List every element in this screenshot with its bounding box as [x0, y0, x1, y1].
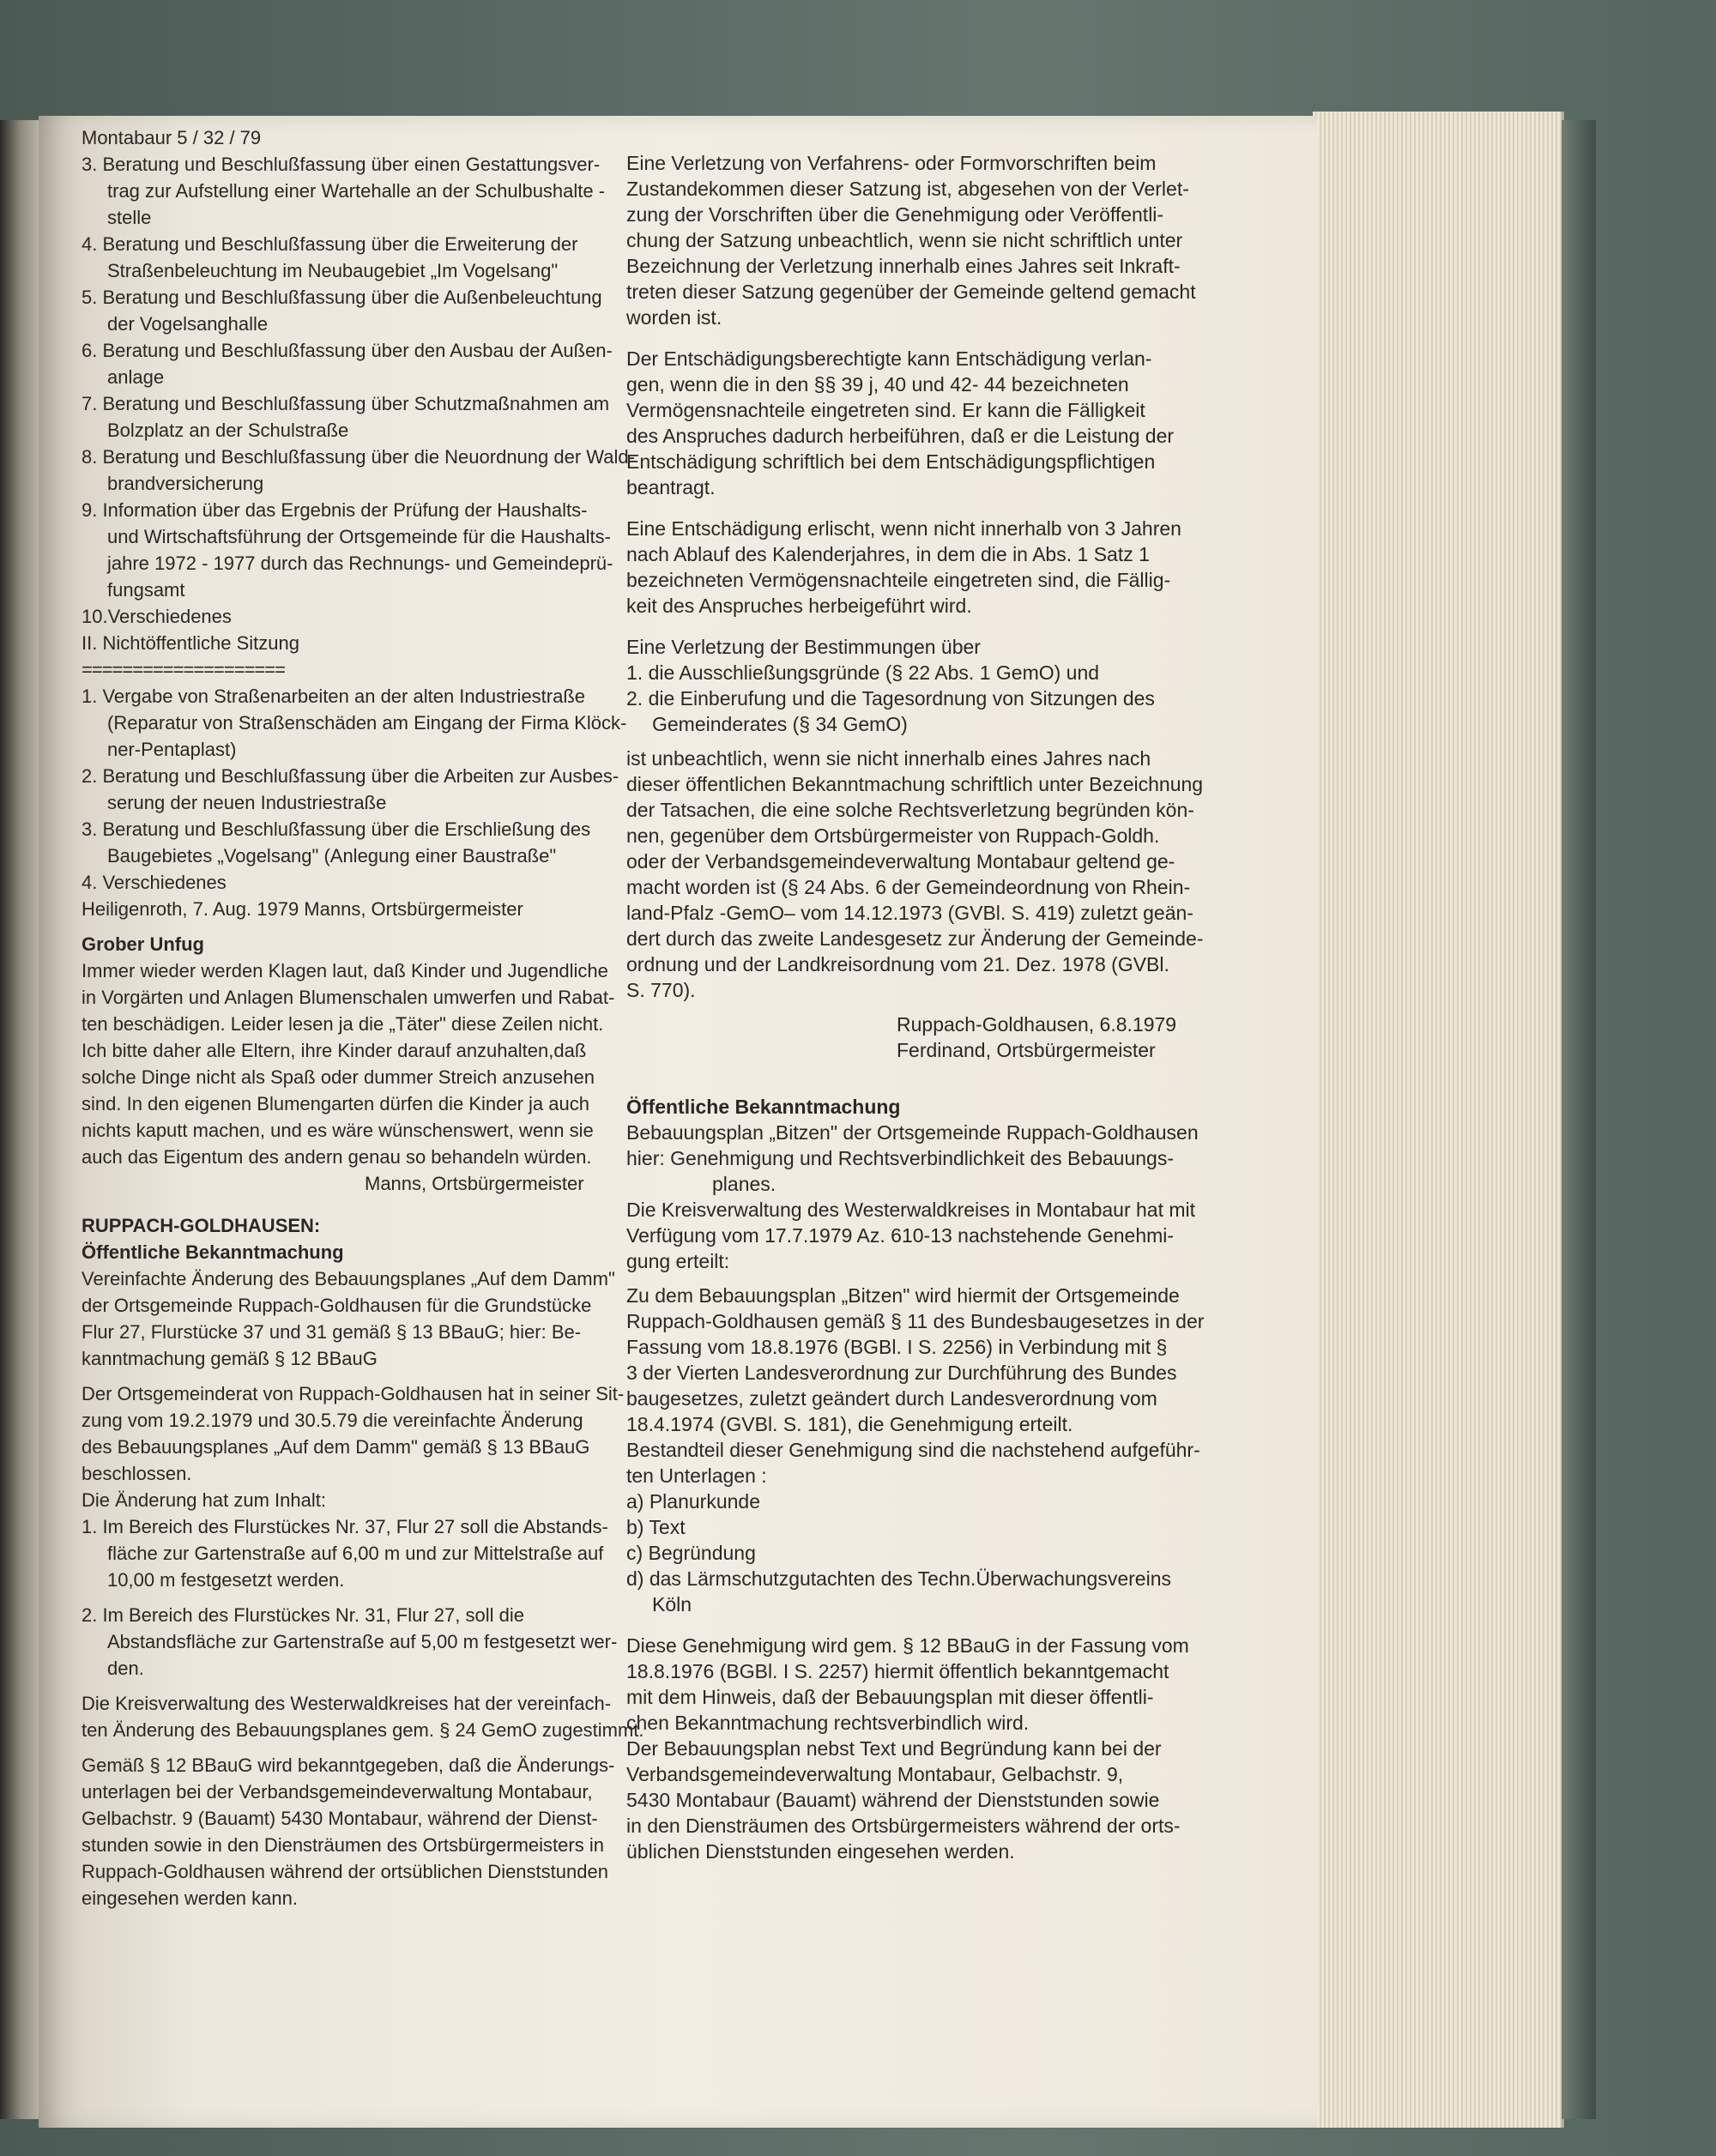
- paragraph-line: bezeichneten Vermögensnachteile eingetreten sind, die Fällig-: [626, 569, 1171, 591]
- place-date-signature: Heiligenroth, 7. Aug. 1979 Manns, Ortsbürgermeister: [82, 898, 523, 920]
- paragraph-line: Eine Verletzung von Verfahrens- oder Formvorschriften beim: [626, 152, 1157, 174]
- paragraph-line: eingesehen werden kann.: [82, 1887, 298, 1909]
- paragraph-line: hier: Genehmigung und Rechtsverbindlichkeit des Bebauungs-: [626, 1147, 1175, 1169]
- agenda-item: 2. Beratung und Beschlußfassung über die Arbeiten zur Ausbes-: [82, 765, 619, 787]
- paragraph-line: Diese Genehmigung wird gem. § 12 BBauG in der Fassung vom: [626, 1634, 1189, 1657]
- paragraph-line: zung der Vorschriften über die Genehmigung oder Veröffentli-: [626, 203, 1164, 226]
- paragraph-line: planes.: [712, 1173, 776, 1195]
- list-item-cont: Abstandsfläche zur Gartenstraße auf 5,00 m festgesetzt wer-: [107, 1631, 618, 1652]
- paragraph-line: auch das Eigentum des andern genau so behandeln würden.: [82, 1146, 592, 1168]
- paragraph-line: Bestandteil dieser Genehmigung sind die nachstehend aufgeführ-: [626, 1439, 1200, 1461]
- document-page: [39, 116, 1317, 2128]
- paragraph-line: Der Entschädigungsberechtigte kann Entschädigung verlan-: [626, 347, 1152, 370]
- paragraph-line: Die Änderung hat zum Inhalt:: [82, 1489, 326, 1511]
- paragraph-line: gung erteilt:: [626, 1250, 730, 1272]
- paragraph-line: Bezeichnung der Verletzung innerhalb eines Jahres seit Inkraft-: [626, 255, 1181, 277]
- paragraph-line: Gemäß § 12 BBauG wird bekanntgegeben, daß die Änderungs-: [82, 1754, 615, 1776]
- paragraph-line: Zu dem Bebauungsplan „Bitzen" wird hiermit der Ortsgemeinde: [626, 1284, 1180, 1307]
- agenda-item: 1. Vergabe von Straßenarbeiten an der alten Industriestraße: [82, 685, 586, 707]
- paragraph-line: nen, gegenüber dem Ortsbürgermeister von Ruppach-Goldh.: [626, 824, 1160, 847]
- agenda-item-cont: und Wirtschaftsführung der Ortsgemeinde für die Haushalts-: [107, 526, 611, 547]
- paragraph-line: dieser öffentlichen Bekanntmachung schriftlich unter Bezeichnung: [626, 773, 1204, 795]
- paragraph-line: ordnung und der Landkreisordnung vom 21. Dez. 1978 (GVBl.: [626, 953, 1169, 975]
- paragraph-line: worden ist.: [626, 306, 722, 329]
- paragraph-line: mit dem Hinweis, daß der Bebauungsplan mit dieser öffentli-: [626, 1686, 1154, 1708]
- signature: Ferdinand, Ortsbürgermeister: [897, 1039, 1156, 1061]
- agenda-item: 9. Information über das Ergebnis der Prüfung der Haushalts-: [82, 499, 588, 521]
- agenda-item-cont: trag zur Aufstellung einer Wartehalle an der Schulbushalte -: [107, 180, 606, 202]
- book-page-stack: [1313, 112, 1564, 2128]
- paragraph-line: Die Kreisverwaltung des Westerwaldkreises hat der vereinfach-: [82, 1693, 612, 1714]
- paragraph-line: Ich bitte daher alle Eltern, ihre Kinder darauf anzuhalten,daß: [82, 1040, 587, 1061]
- agenda-item: 3. Beratung und Beschlußfassung über die Erschließung des: [82, 818, 591, 840]
- paragraph-line: Immer wieder werden Klagen laut, daß Kinder und Jugendliche: [82, 960, 608, 981]
- paragraph-line: unterlagen bei der Verbandsgemeindeverwaltung Montabaur,: [82, 1781, 593, 1803]
- agenda-item: 3. Beratung und Beschlußfassung über einen Gestattungsver-: [82, 154, 601, 175]
- paragraph-line: stunden sowie in den Diensträumen des Ortsbürgermeisters in: [82, 1834, 604, 1856]
- article-heading: Grober Unfug: [82, 933, 204, 955]
- agenda-item-cont: brandversicherung: [107, 473, 264, 494]
- section-separator: ====================: [82, 659, 285, 680]
- section-heading: II. Nichtöffentliche Sitzung: [82, 632, 299, 654]
- agenda-item-cont: der Vogelsanghalle: [107, 313, 269, 335]
- paragraph-line: 3 der Vierten Landesverordnung zur Durchführung des Bundes: [626, 1362, 1177, 1384]
- paragraph-line: nach Ablauf des Kalenderjahres, in dem die in Abs. 1 Satz 1: [626, 543, 1150, 565]
- paragraph-line: S. 770).: [626, 979, 696, 1001]
- paragraph-line: gen, wenn die in den §§ 39 j, 40 und 42- 44 bezeichneten: [626, 373, 1129, 396]
- paragraph-line: ist unbeachtlich, wenn sie nicht innerhalb eines Jahres nach: [626, 747, 1151, 770]
- right-column: [626, 150, 1304, 1864]
- paragraph-line: Der Bebauungsplan nebst Text und Begründung kann bei der: [626, 1737, 1162, 1760]
- paragraph-line: 18.8.1976 (BGBl. I S. 2257) hiermit öffentlich bekanntgemacht: [626, 1660, 1169, 1682]
- paragraph-line: ten beschädigen. Leider lesen ja die „Täter" diese Zeilen nicht.: [82, 1013, 604, 1035]
- paragraph-line: kanntmachung gemäß § 12 BBauG: [82, 1348, 378, 1369]
- paragraph-line: üblichen Dienststunden eingesehen werden.: [626, 1840, 1015, 1863]
- agenda-item-cont: jahre 1972 - 1977 durch das Rechnungs- und Gemeindeprü-: [107, 553, 613, 574]
- paragraph-line: Eine Verletzung der Bestimmungen über: [626, 636, 981, 658]
- agenda-item-cont: Bolzplatz an der Schulstraße: [107, 420, 349, 441]
- list-item-cont: Gemeinderates (§ 34 GemO): [652, 713, 908, 735]
- paragraph-line: 18.4.1974 (GVBl. S. 181), die Genehmigung erteilt.: [626, 1413, 1073, 1435]
- paragraph-line: Ruppach-Goldhausen gemäß § 11 des Bundesbaugesetzes in der: [626, 1310, 1205, 1332]
- list-item: 2. Im Bereich des Flurstückes Nr. 31, Flur 27, soll die: [82, 1604, 524, 1626]
- agenda-item-cont: stelle: [107, 207, 152, 228]
- list-item: 2. die Einberufung und die Tagesordnung von Sitzungen des: [626, 687, 1155, 710]
- paragraph-line: der Tatsachen, die eine solche Rechtsverletzung begründen kön-: [626, 799, 1194, 821]
- agenda-item: 8. Beratung und Beschlußfassung über die Neuordnung der Wald-: [82, 446, 635, 468]
- paragraph-line: 5430 Montabaur (Bauamt) während der Dienststunden sowie: [626, 1789, 1160, 1811]
- signature: Manns, Ortsbürgermeister: [365, 1173, 584, 1194]
- left-column: [82, 124, 648, 1911]
- paragraph-line: keit des Anspruches herbeigeführt wird.: [626, 595, 972, 617]
- list-item-cont: 10,00 m festgesetzt werden.: [107, 1569, 345, 1591]
- paragraph-line: Fassung vom 18.8.1976 (BGBl. I S. 2256) in Verbindung mit §: [626, 1336, 1168, 1358]
- paragraph-line: dert durch das zweite Landesgesetz zur Änderung der Gemeinde-: [626, 927, 1204, 950]
- agenda-item-cont: serung der neuen Industriestraße: [107, 792, 387, 813]
- paragraph-line: solche Dinge nicht als Spaß oder dummer Streich anzusehen: [82, 1066, 595, 1088]
- list-item-cont: den.: [107, 1658, 144, 1679]
- paragraph-line: oder der Verbandsgemeindeverwaltung Montabaur geltend ge-: [626, 850, 1175, 873]
- agenda-item: 10.Verschiedenes: [82, 606, 232, 627]
- agenda-item: 7. Beratung und Beschlußfassung über Schutzmaßnahmen am: [82, 393, 610, 414]
- paragraph-line: macht worden ist (§ 24 Abs. 6 der Gemeindeordnung von Rhein-: [626, 876, 1191, 898]
- paragraph-line: Bebauungsplan „Bitzen" der Ortsgemeinde Ruppach-Goldhausen: [626, 1121, 1199, 1144]
- paragraph-line: Ruppach-Goldhausen während der ortsüblichen Dienststunden: [82, 1861, 608, 1882]
- paragraph-line: in Vorgärten und Anlagen Blumenschalen umwerfen und Rabat-: [82, 987, 615, 1008]
- paragraph-line: Gelbachstr. 9 (Bauamt) 5430 Montabaur, während der Dienst-: [82, 1808, 598, 1829]
- place-heading: RUPPACH-GOLDHAUSEN:: [82, 1215, 321, 1236]
- list-item: c) Begründung: [626, 1542, 756, 1564]
- paragraph-line: in den Diensträumen des Ortsbürgermeisters während der orts-: [626, 1815, 1181, 1837]
- agenda-item-cont: Baugebietes „Vogelsang" (Anlegung einer Baustraße": [107, 845, 557, 867]
- book-cover-edge: [1562, 120, 1596, 2119]
- paragraph-line: des Bebauungsplanes „Auf dem Damm" gemäß § 13 BBauG: [82, 1436, 590, 1458]
- paragraph-line: Verbandsgemeindeverwaltung Montabaur, Gelbachstr. 9,: [626, 1763, 1124, 1785]
- paragraph-line: treten dieser Satzung gegenüber der Gemeinde geltend gemacht: [626, 281, 1196, 303]
- paragraph-line: beschlossen.: [82, 1463, 192, 1484]
- paragraph-line: Eine Entschädigung erlischt, wenn nicht innerhalb von 3 Jahren: [626, 517, 1181, 540]
- agenda-item: 6. Beratung und Beschlußfassung über den Ausbau der Außen-: [82, 340, 613, 361]
- paragraph-line: Entschädigung schriftlich bei dem Entschädigungspflichtigen: [626, 450, 1156, 473]
- paragraph-line: Die Kreisverwaltung des Westerwaldkreises in Montabaur hat mit: [626, 1199, 1196, 1221]
- agenda-item-cont: Straßenbeleuchtung im Neubaugebiet „Im Vogelsang": [107, 260, 559, 281]
- list-item: 1. Im Bereich des Flurstückes Nr. 37, Flur 27 soll die Abstands-: [82, 1516, 608, 1537]
- place-date: Ruppach-Goldhausen, 6.8.1979: [897, 1013, 1177, 1036]
- paragraph-line: nichts kaputt machen, und es wäre wünschenswert, wenn sie: [82, 1120, 594, 1141]
- header-reference: Montabaur 5 / 32 / 79: [82, 127, 262, 148]
- paragraph-line: beantragt.: [626, 476, 716, 498]
- paragraph-line: Vermögensnachteile eingetreten sind. Er kann die Fälligkeit: [626, 399, 1145, 421]
- paragraph-line: der Ortsgemeinde Ruppach-Goldhausen für die Grundstücke: [82, 1295, 592, 1316]
- paragraph-line: baugesetzes, zuletzt geändert durch Landesverordnung vom: [626, 1387, 1157, 1410]
- paragraph-line: zung vom 19.2.1979 und 30.5.79 die vereinfachte Änderung: [82, 1410, 583, 1431]
- agenda-item-cont: ner-Pentaplast): [107, 739, 237, 760]
- paragraph-line: Zustandekommen dieser Satzung ist, abgesehen von der Verlet-: [626, 178, 1189, 200]
- list-item: b) Text: [626, 1516, 686, 1538]
- agenda-item-cont: anlage: [107, 366, 165, 388]
- paragraph-line: Verfügung vom 17.7.1979 Az. 610-13 nachstehende Genehmi-: [626, 1224, 1175, 1247]
- list-item: a) Planurkunde: [626, 1490, 760, 1513]
- paragraph-line: chung der Satzung unbeachtlich, wenn sie nicht schriftlich unter: [626, 229, 1183, 251]
- article-heading: Öffentliche Bekanntmachung: [82, 1241, 344, 1263]
- paragraph-line: ten Änderung des Bebauungsplanes gem. § 24 GemO zugestimmt.: [82, 1719, 644, 1741]
- list-item: 1. die Ausschließungsgründe (§ 22 Abs. 1 GemO) und: [626, 661, 1100, 684]
- agenda-item: 4. Beratung und Beschlußfassung über die Erweiterung der: [82, 233, 578, 255]
- list-item-cont: fläche zur Gartenstraße auf 6,00 m und zur Mittelstraße auf: [107, 1543, 604, 1564]
- agenda-item: 5. Beratung und Beschlußfassung über die Außenbeleuchtung: [82, 287, 602, 308]
- paragraph-line: ten Unterlagen :: [626, 1465, 767, 1487]
- paragraph-line: Flur 27, Flurstücke 37 und 31 gemäß § 13 BBauG; hier: Be-: [82, 1321, 582, 1343]
- paragraph-line: chen Bekanntmachung rechtsverbindlich wird.: [626, 1712, 1030, 1734]
- paragraph-line: sind. In den eigenen Blumengarten dürfen die Kinder ja auch: [82, 1093, 589, 1114]
- paragraph-line: Vereinfachte Änderung des Bebauungsplanes „Auf dem Damm": [82, 1268, 615, 1289]
- agenda-item-cont: fungsamt: [107, 579, 185, 601]
- article-heading: Öffentliche Bekanntmachung: [626, 1096, 901, 1118]
- list-item: d) das Lärmschutzgutachten des Techn.Überwachungsvereins: [626, 1567, 1171, 1590]
- paragraph-line: Der Ortsgemeinderat von Ruppach-Goldhausen hat in seiner Sit-: [82, 1383, 625, 1404]
- agenda-item-cont: (Reparatur von Straßenschäden am Eingang der Firma Klöck-: [107, 712, 627, 734]
- paragraph-line: land-Pfalz -GemO– vom 14.12.1973 (GVBl. S. 419) zuletzt geän-: [626, 902, 1193, 924]
- paragraph-line: des Anspruches dadurch herbeiführen, daß er die Leistung der: [626, 425, 1175, 447]
- agenda-item: 4. Verschiedenes: [82, 872, 227, 893]
- list-item-cont: Köln: [652, 1593, 692, 1615]
